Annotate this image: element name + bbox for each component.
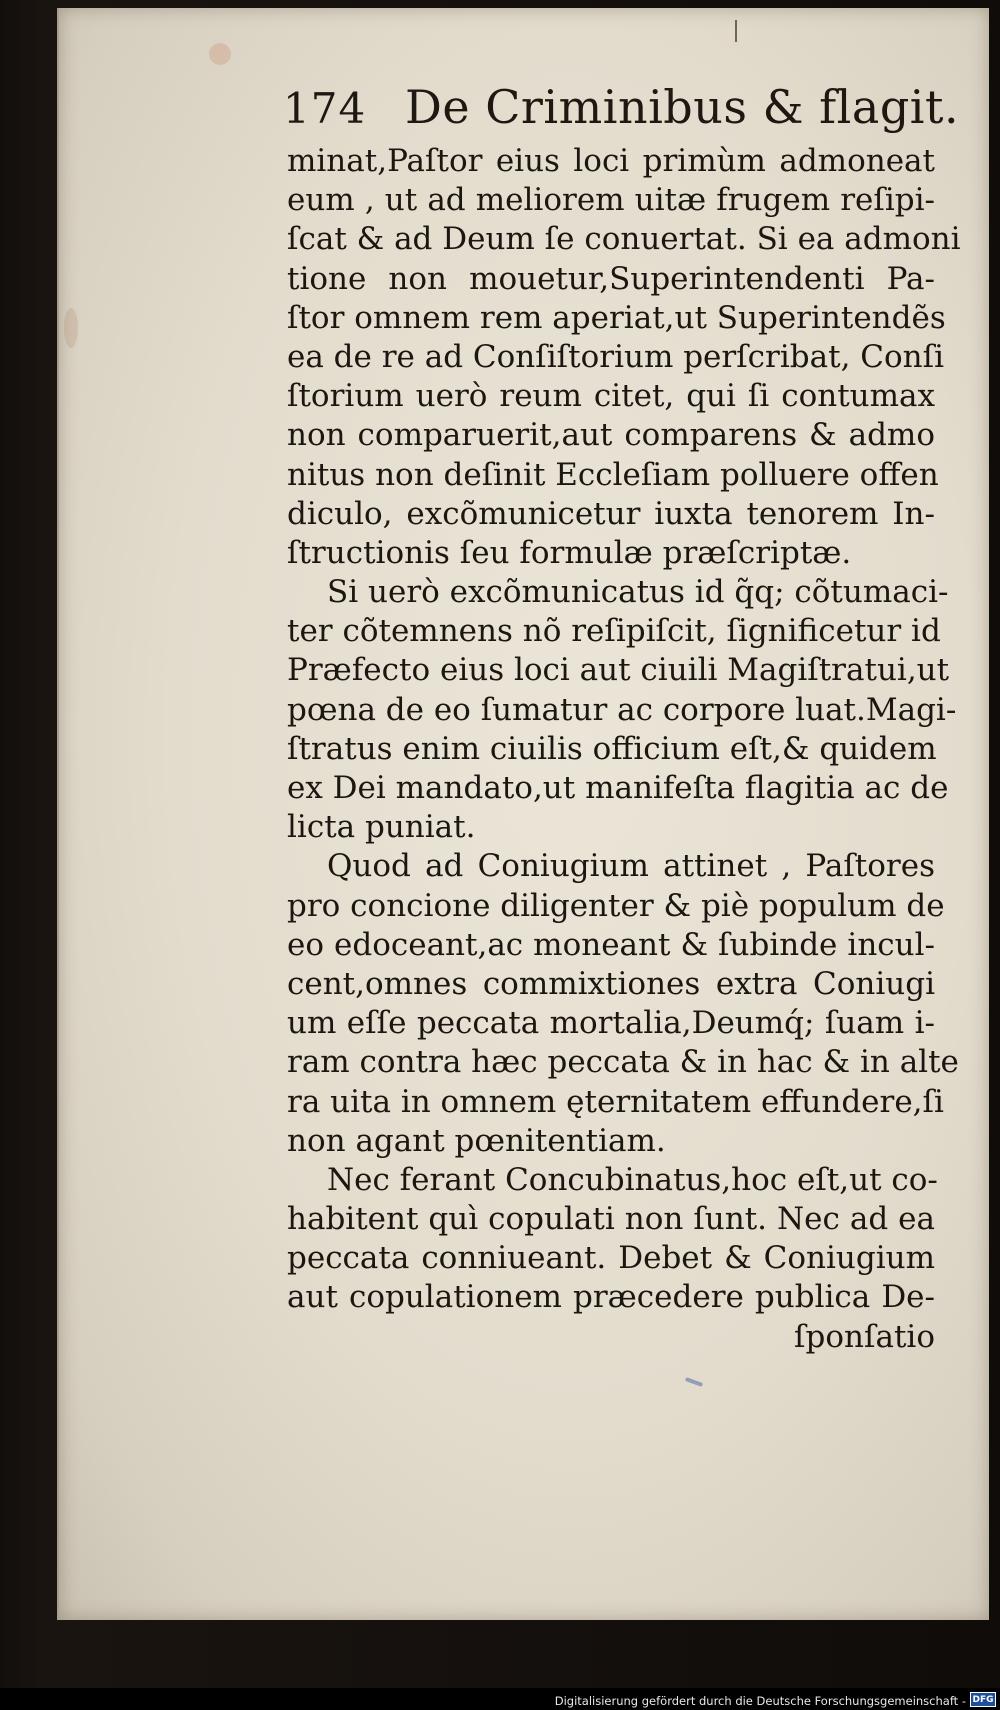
dfg-logo: DFG bbox=[970, 1692, 996, 1707]
text-line: ſtorium uerò reum citet, qui ſi contumax bbox=[287, 378, 935, 415]
text-line: eo edoceant,ac moneant & ſubinde incul- bbox=[287, 926, 935, 963]
text-line: ra uita in omnem ęternitatem effundere,ſi bbox=[287, 1083, 944, 1120]
text-line: ſtructionis ſeu formulæ præſcriptæ. bbox=[287, 534, 852, 571]
text-line: Quod ad Coniugium attinet , Paſtores bbox=[327, 848, 935, 885]
text-line: licta puniat. bbox=[287, 809, 476, 846]
text-line: tione non mouetur,Superintendenti Pa- bbox=[287, 260, 935, 297]
text-line: pœna de eo ſumatur ac corpore luat.Magi- bbox=[287, 691, 957, 728]
text-line: Nec ferant Concubinatus,hoc eſt,ut co- bbox=[327, 1161, 938, 1198]
text-line: diculo, excõmunicetur iuxta tenorem In- bbox=[287, 495, 935, 532]
digitization-credit: Digitalisierung gefördert durch die Deutsche Forschungsgemeinschaft - bbox=[554, 1694, 966, 1708]
foxing-stain bbox=[209, 43, 231, 65]
text-line: minat,Paſtor eius loci primùm admoneat bbox=[287, 143, 935, 179]
text-line: Si uerò excõmunicatus id q̃q; cõtumaci- bbox=[327, 574, 949, 611]
text-line: ter cõtemnens nõ reſipiſcit, ſignificetur id bbox=[287, 613, 941, 650]
body-text bbox=[287, 142, 961, 1357]
text-line: nitus non deſinit Eccleſiam polluere offen bbox=[287, 456, 939, 493]
running-title: De Criminibus & flagit. bbox=[405, 80, 960, 134]
text-line: cent,omnes commixtiones extra Coniugi bbox=[287, 965, 935, 1002]
text-line: um eſſe peccata mortalia,Deumq́; ſuam i- bbox=[287, 1005, 935, 1042]
text-line: ram contra hæc peccata & in hac & in alte bbox=[287, 1044, 959, 1081]
text-line: ea de re ad Conſiſtorium perſcribat, Conſi bbox=[287, 338, 945, 375]
text-line: habitent quì copulati non ſunt. Nec ad ea bbox=[287, 1201, 935, 1238]
text-line: non comparuerit,aut comparens & admo bbox=[287, 417, 935, 454]
foxing-stain bbox=[64, 308, 78, 348]
text-line: eum , ut ad meliorem uitæ frugem reſipi- bbox=[287, 182, 935, 219]
text-line: non agant pœnitentiam. bbox=[287, 1122, 666, 1159]
text-line: aut copulationem præcedere publica De- bbox=[287, 1279, 935, 1316]
catchword: ſponſatio bbox=[794, 1318, 935, 1355]
text-line: pro concione diligenter & piè populum de bbox=[287, 887, 945, 924]
text-line: ſcat & ad Deum ſe conuertat. Si ea admoni bbox=[287, 221, 961, 258]
text-line: ſtratus enim ciuilis officium eſt,& quidem bbox=[287, 730, 937, 767]
text-line: ſtor omnem rem aperiat,ut Superintendẽs bbox=[287, 299, 946, 336]
page-number: 174 bbox=[283, 84, 367, 133]
page-mark bbox=[735, 20, 737, 42]
running-head bbox=[283, 80, 960, 142]
text-line: ex Dei mandato,ut manifeſta flagitia ac de bbox=[287, 770, 949, 806]
text-line: peccata conniueant. Debet & Coniugium bbox=[287, 1240, 935, 1277]
text-line: Præfecto eius loci aut ciuili Magiſtratui,ut bbox=[287, 652, 950, 689]
